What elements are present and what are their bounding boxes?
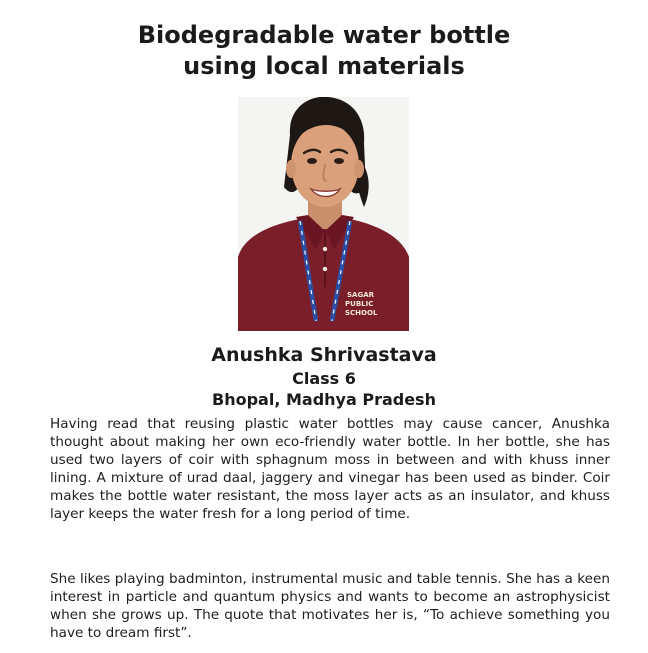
student-photo [238,97,409,331]
student-class: Class 6 [292,369,356,388]
description-paragraph: Having read that reusing plastic water bottles may cause cancer, Anushka thought about making her own eco-friendly water bottle. In her bottle, she has used two layers of coir with sphagnum moss in between and with khuss inner lining. A mixture of urad daal, jaggery and vinegar has been used as binder. Coir makes the bottle water resistant, the moss layer acts as an insulator, and khuss layer keeps the water fresh for a long period of time. [50,416,610,522]
student-name: Anushka Shrivastava [211,344,437,366]
interests-paragraph: She likes playing badminton, instrumental music and table tennis. She has a keen interest in particle and quantum physics and wants to become an astrophysicist when she grows up. The quote that motivates her is, “To achieve something you have to dream first”. [50,571,610,641]
badge-line-3: SCHOOL [345,309,378,317]
student-location: Bhopal, Madhya Pradesh [212,390,436,409]
page-title [0,20,648,82]
title-line-2: using local materials [183,52,465,80]
title-line-1: Biodegradable water bottle [137,21,511,49]
badge-line-1: SAGAR [347,291,375,299]
badge-line-2: PUBLIC [345,300,374,308]
